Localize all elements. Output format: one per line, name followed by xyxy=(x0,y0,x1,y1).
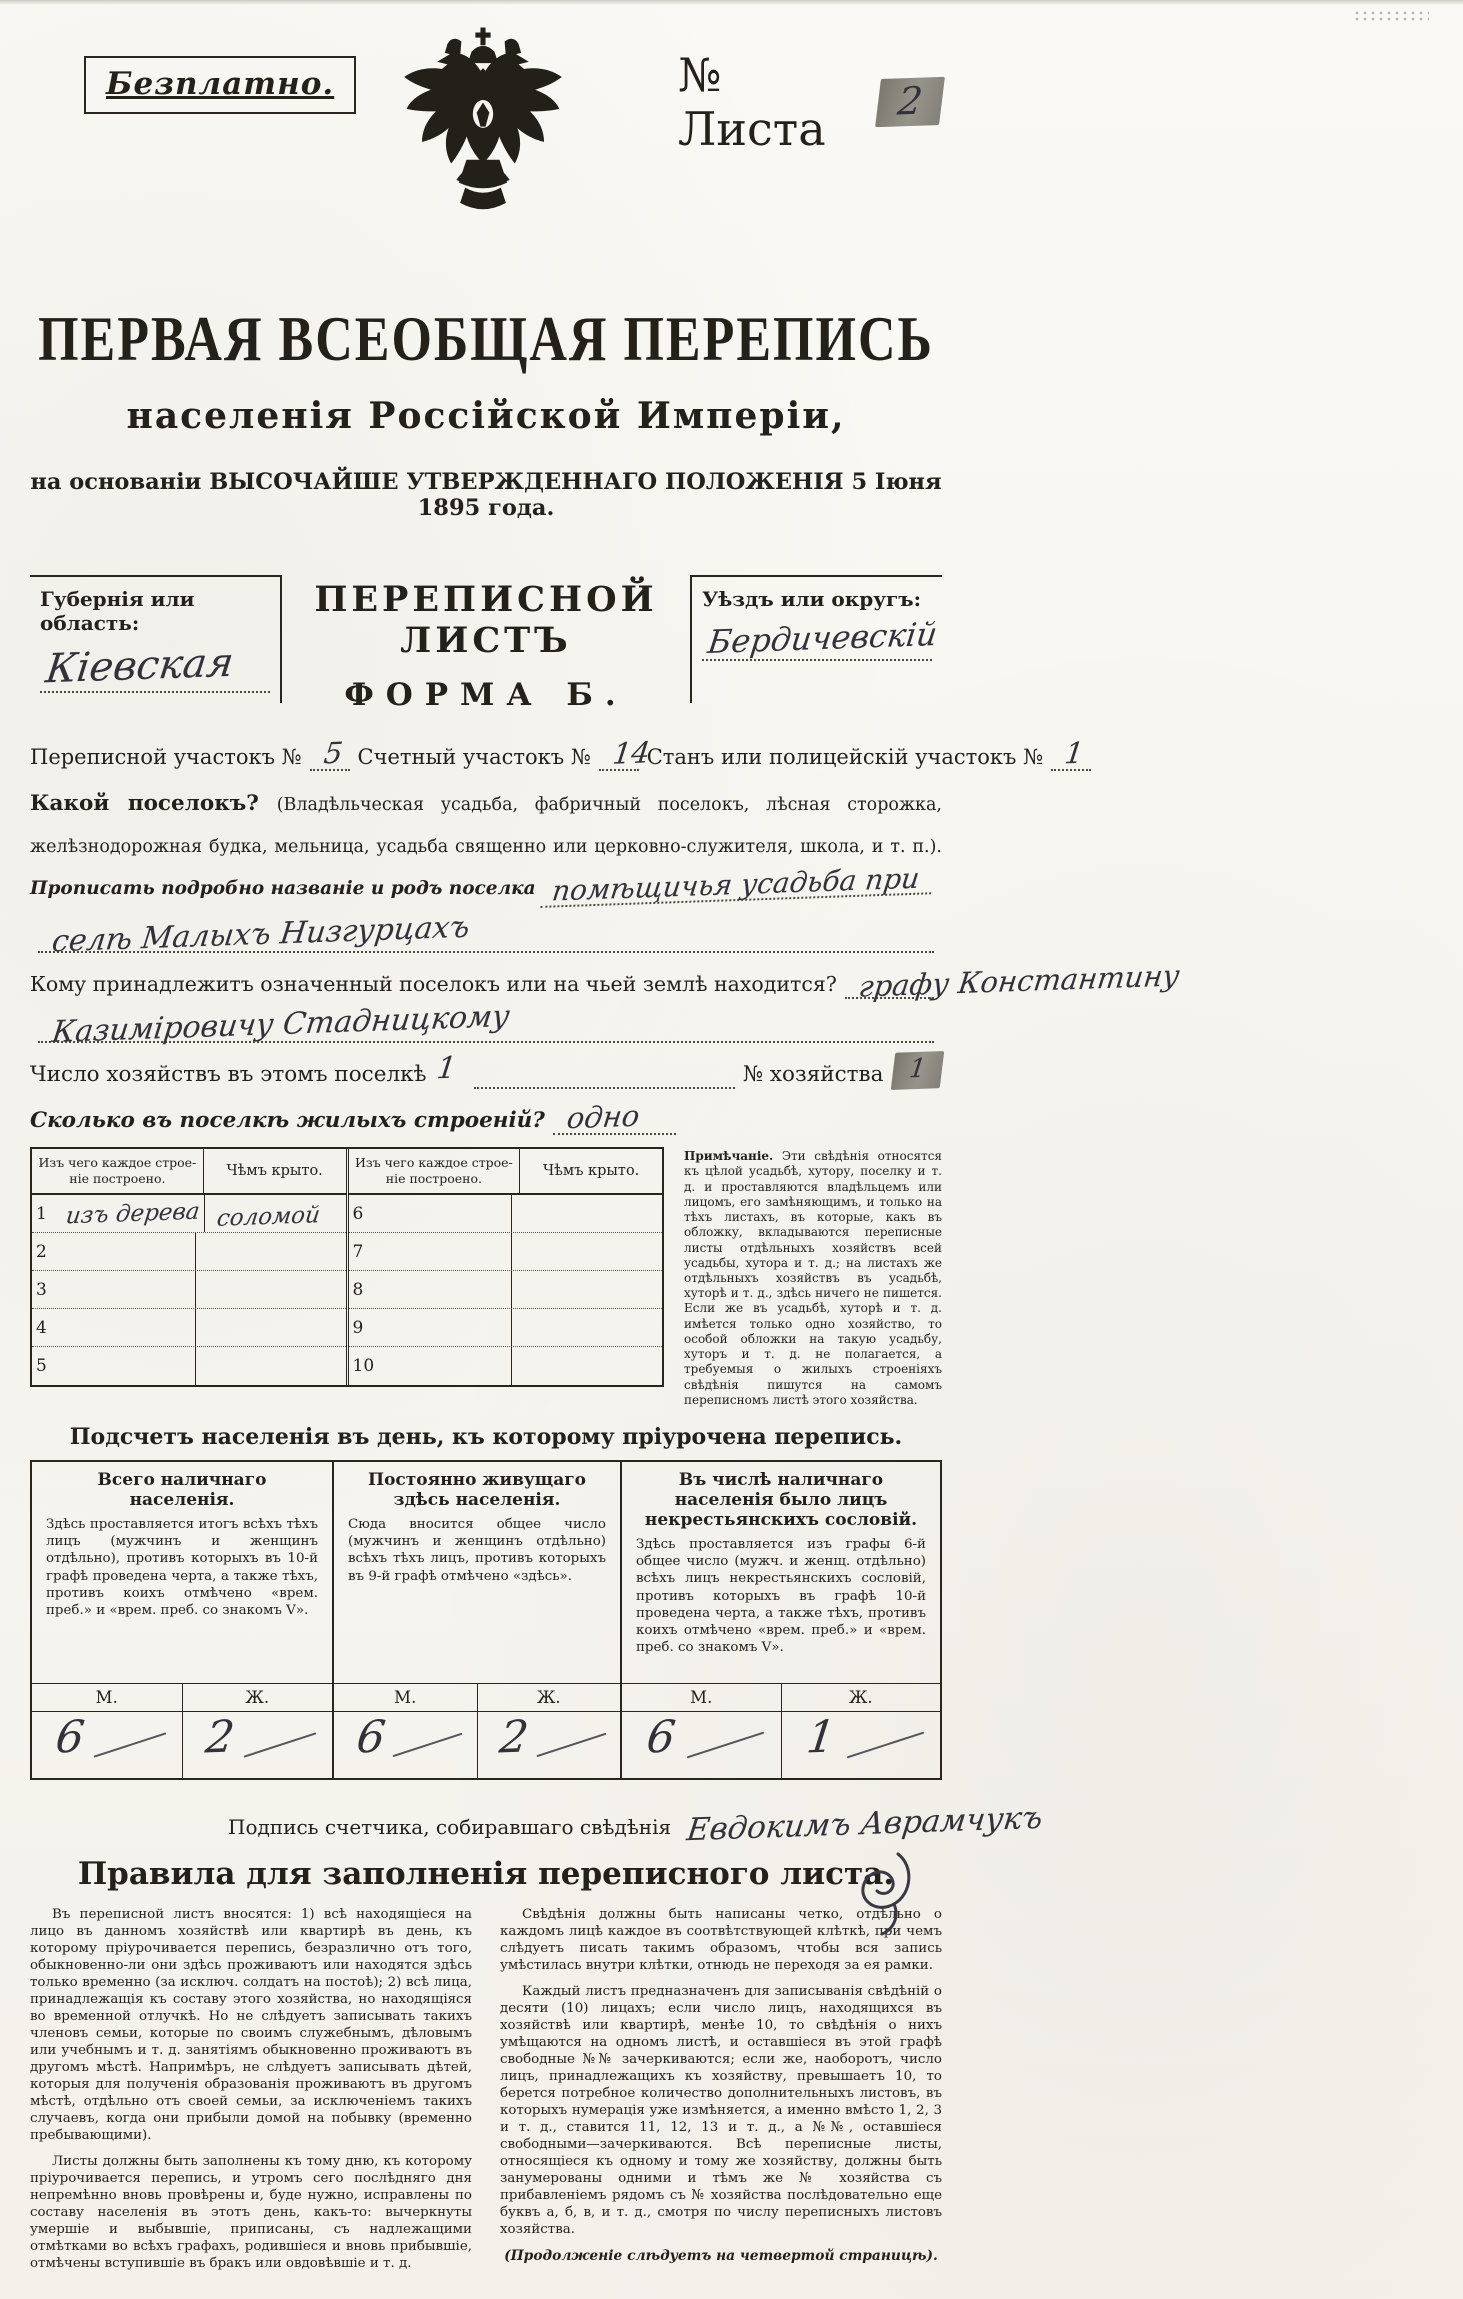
form-header xyxy=(30,575,942,713)
row-number: 10 xyxy=(352,1356,375,1377)
building-row xyxy=(349,1195,663,1233)
settlement-section xyxy=(30,783,1182,1136)
building-row xyxy=(32,1195,346,1233)
column-header: Въ числѣ наличнаго населенія было лицъ некрестьянскихъ сословій. xyxy=(644,1470,918,1531)
building-table-right-half xyxy=(346,1149,663,1385)
settlement-name-line1: помѣщичья усадьба при xyxy=(541,864,936,908)
settlement-question-label: Какой поселокъ? xyxy=(30,791,259,817)
settlement-instruction: Прописать подробно названіе и родъ поселка xyxy=(30,878,536,900)
material-column-header: Изъ чего каждое строе-ніе построено. xyxy=(32,1149,204,1193)
province-field xyxy=(30,575,282,703)
roof-column-header: Чѣмъ крыто. xyxy=(542,1163,640,1180)
rules-paragraph: Каждый листъ предназначенъ для записыванія свѣдѣній о десяти (10) лицахъ; если число лицъ, находящихся въ хозяйствѣ или квартирѣ, менѣе 10, то свѣдѣнія о нихъ умѣщаются на одномъ листѣ, и оставшіеся въ этой графѣ свободные №№ зачеркиваются; если же, наоборотъ, число лицъ, принадлежащихъ къ хозяйству, превышаетъ 10, то берется потребное количество дополнительныхъ листовъ, въ которыхъ нумерація уже измѣняется, а именно вмѣсто 1, 2, 3 и т. д., ставится 11, 12, 13 и т. д., а №№, оставшіеся свободными—зачеркиваются. Всѣ переписные листы, относящіеся къ одному и тому же хозяйству, должны быть занумерованы одними и тѣмъ же № хозяйства съ прибавленіемъ рядомъ съ № хозяйства послѣдовательно еще буквъ а, б, в, и т. д., смотря по числу переписныхъ листовъ хозяйства. xyxy=(500,1984,942,2238)
free-of-charge-box xyxy=(84,56,356,114)
rules-title: Правила для заполненія переписного листа. xyxy=(30,1856,942,1892)
police-precinct-field xyxy=(1051,735,1091,771)
census-precinct-value: 5 xyxy=(321,735,345,771)
female-label: Ж. xyxy=(848,1688,873,1708)
note-title: Примѣчаніе. xyxy=(684,1149,774,1164)
free-of-charge-label: Безплатно. xyxy=(106,66,335,102)
buildings-question-label: Сколько въ поселкѣ жилыхъ строеній? xyxy=(30,1108,545,1134)
building-row xyxy=(349,1347,663,1385)
rules-right-column xyxy=(500,1906,942,2281)
rules-left-column xyxy=(30,1906,472,2281)
building-row xyxy=(32,1271,346,1309)
district-value: Бердичевскій xyxy=(705,614,940,662)
building-row xyxy=(32,1309,346,1347)
police-precinct-label: Станъ или полицейскій участокъ № xyxy=(646,745,1043,769)
sheet-number-field xyxy=(678,48,942,156)
buildings-answer: одно xyxy=(564,1098,642,1136)
rules-section xyxy=(30,1906,942,2281)
row-number: 2 xyxy=(36,1241,47,1262)
count-precinct-value: 14 xyxy=(610,735,652,771)
female-value: 2 xyxy=(203,1711,238,1764)
female-value: 2 xyxy=(497,1711,532,1764)
building-row xyxy=(349,1309,663,1347)
population-count-table xyxy=(30,1460,942,1780)
permanent-population-column xyxy=(332,1462,620,1778)
district-label: Уѣздъ или округъ: xyxy=(702,587,921,611)
enumerator-signature-value: Евдокимъ Аврамчукъ xyxy=(685,1799,1045,1849)
female-label: Ж. xyxy=(536,1688,561,1708)
settlement-name-line2: селѣ Малыхъ Низгурцахъ xyxy=(50,909,472,959)
non-peasant-population-column xyxy=(620,1462,940,1778)
rules-footer: (Продолженіе слѣдуетъ на четвертой страницѣ). xyxy=(504,2248,938,2265)
household-number-label: № хозяйства xyxy=(742,1062,884,1088)
households-count-label: Число хозяйствъ въ этомъ поселкѣ xyxy=(30,1062,427,1088)
enumerator-signature-label: Подпись счетчика, собиравшаго свѣдѣнія xyxy=(228,1815,672,1840)
building-table-left-half xyxy=(32,1149,346,1385)
material-value: изъ дерева xyxy=(64,1198,202,1230)
column-header: Постоянно живущаго здѣсь населенія. xyxy=(368,1470,586,1511)
column-description: Здѣсь проставляется изъ графы 6-й общее число (мужч. и женщ. отдѣльно) всѣхъ лицъ некрестьянскихъ сословій, противъ которыхъ въ графѣ 10-й проведена черта, а также тѣхъ, противъ коихъ отмѣчено «врем. преб.» и «врем. преб. со знакомъ V». xyxy=(636,1537,926,1656)
row-number: 4 xyxy=(36,1317,47,1338)
buildings-question-row xyxy=(30,1093,942,1135)
present-population-column xyxy=(32,1462,332,1778)
settlement-question xyxy=(30,783,942,909)
male-label: М. xyxy=(622,1684,782,1711)
count-precinct-label: Счетный участокъ № xyxy=(357,745,591,769)
row-number: 3 xyxy=(36,1279,47,1300)
note-text: Эти свѣдѣнія относятся къ цѣлой усадьбѣ, хутору, поселку и т. д. и проставляются владѣльцемъ или лицомъ, его замѣняющимъ, и только на тѣхъ листахъ, въ которые, какъ въ обложку, вкладываются переписные листы отдѣльныхъ хозяйствъ всей усадьбы, хутора и т. д.; на листахъ же отдѣльныхъ хозяйствъ въ усадьбѣ, хуторѣ и т. д., здѣсь ничего не пишется. Если же въ усадьбѣ, хуторѣ и т. д. имѣется только одно хозяйство, то особой обложки на такую усадьбу, хуторъ и т. д. не полагается, а требуемыя о жилыхъ строеніяхъ свѣдѣнія пишутся на самомъ переписномъ листѣ этого хозяйства. xyxy=(684,1149,942,1407)
male-value: 6 xyxy=(644,1711,679,1764)
legal-basis-line: на основаніи ВЫСОЧАЙШЕ УТВЕРЖДЕННАГО ПОЛОЖЕНІЯ 5 Іюня 1895 года. xyxy=(30,469,942,521)
buildings-section xyxy=(30,1147,942,1408)
count-precinct-field xyxy=(599,735,652,771)
column-description: Сюда вносится общее число (мужчинъ и женщинъ отдѣльно) всѣхъ тѣхъ лицъ, противъ которыхъ въ 9-й графѣ отмѣчено «здѣсь». xyxy=(348,1517,606,1584)
building-table xyxy=(30,1147,664,1387)
building-row xyxy=(32,1233,346,1271)
roof-value: соломой xyxy=(215,1202,322,1232)
sheet-number-value: 2 xyxy=(875,77,945,127)
census-main-title: ПЕРВАЯ ВСЕОБЩАЯ ПЕРЕПИСЬ xyxy=(38,305,934,375)
census-subtitle: населенія Россійской Имперіи, xyxy=(126,395,846,437)
owner-value-line2: Казиміровичу Стадницкому xyxy=(50,998,512,1050)
province-label: Губернія или область: xyxy=(40,587,195,635)
households-count-value: 1 xyxy=(434,1050,458,1087)
owner-question-row xyxy=(30,955,1182,1004)
building-row xyxy=(32,1347,346,1385)
row-number: 9 xyxy=(352,1317,364,1338)
page-header xyxy=(30,0,942,262)
column-header: Всего наличнаго населенія. xyxy=(97,1470,267,1511)
owner-value-line1: графу Константину xyxy=(856,958,1182,1004)
pencil-marks xyxy=(1353,10,1429,22)
province-value: Кіевская xyxy=(43,639,237,693)
rules-paragraph: Въ переписной листъ вносятся: 1) всѣ находящіеся на лицо въ данномъ хозяйствѣ или квартирѣ въ день, къ которому пріурочивается перепись, безразлично отъ того, обыкновенно-ли они здѣсь проживаютъ или находятся здѣсь только временно (за исключ. солдатъ на постоѣ); 2) всѣ лица, принадлежащія къ составу этого хозяйства, но находящіяся во временной отлучкѣ. Но не слѣдуетъ записывать такихъ членовъ семьи, которые по своимъ служебнымъ, дѣловымъ или учебнымъ и т. д. занятіямъ обыкновенно проживаютъ въ другомъ мѣстѣ. Напримѣръ, не слѣдуетъ записывать дѣтей, которыя для полученія образованія проживаютъ въ другомъ мѣстѣ, отдѣльно отъ своей семьи, за исключеніемъ такихъ случаевъ, когда они прибыли домой на побывку (временно пребывающими). xyxy=(30,1907,472,2144)
male-label: М. xyxy=(334,1684,478,1711)
owner-value-row xyxy=(30,998,942,1050)
enumerator-signature-row xyxy=(30,1799,1045,1849)
male-value: 6 xyxy=(52,1711,88,1764)
rules-paragraph: Свѣдѣнія должны быть написаны четко, отдѣльно о каждомъ лицѣ каждое въ соотвѣтствующей клѣткѣ, при чемъ слѣдуетъ писать такимъ образомъ, чтобы вся запись умѣстилась внутри клѣтки, отнюдь не переходя за ея рамки. xyxy=(500,1907,942,1974)
population-count-title: Подсчетъ населенія въ день, къ которому пріурочена перепись. xyxy=(69,1424,903,1451)
form-title-block xyxy=(282,575,690,713)
roof-column-header: Чѣмъ крыто. xyxy=(226,1163,323,1180)
police-precinct-value: 1 xyxy=(1062,735,1086,771)
row-number: 6 xyxy=(352,1203,364,1224)
census-precinct-field xyxy=(310,735,350,771)
settlement-question-note: (Владѣльческая усадьба, фабричный поселокъ, лѣсная сторожка, желѣзнодорожная будка, мельница, усадьба священно или церковно-служителя, школа, и т. п.). xyxy=(30,795,942,858)
building-row xyxy=(349,1233,663,1271)
flourish-mark xyxy=(842,1846,916,1938)
sheet-number-label: № Листа xyxy=(678,48,826,156)
district-field xyxy=(690,575,942,703)
form-title: ПЕРЕПИСНОЙ ЛИСТЪ xyxy=(314,579,658,661)
male-value: 6 xyxy=(353,1711,388,1764)
male-label: М. xyxy=(32,1684,183,1711)
row-number: 7 xyxy=(352,1241,364,1262)
household-number-value: 1 xyxy=(891,1051,944,1090)
settlement-name-row xyxy=(30,909,942,959)
owner-question-label: Кому принадлежитъ означенный поселокъ или на чьей землѣ находится? xyxy=(30,972,837,997)
row-number: 8 xyxy=(352,1279,364,1300)
row-number: 5 xyxy=(36,1356,47,1377)
precinct-line xyxy=(30,735,1086,771)
census-precinct-label: Переписной участокъ № xyxy=(30,745,302,769)
rules-paragraph: Листы должны быть заполнены къ тому дню, къ которому пріурочивается перепись, и утромъ сего послѣдняго дня непремѣнно вновь провѣрены и, буде нужно, исправлены по составу населенія въ этотъ день, какъ-то: вычеркнуты умершіе и выбывшіе, приписаны, съ надлежащими отмѣтками во всѣхъ графахъ, родившіеся и вновь прибывшіе, отмѣчены вступившіе въ бракъ или овдовѣвшіе и т. д. xyxy=(30,2154,472,2272)
row-number: 1 xyxy=(36,1203,47,1224)
imperial-eagle-icon xyxy=(394,24,572,242)
material-column-header: Изъ чего каждое строе-ніе построено. xyxy=(349,1149,521,1193)
households-row xyxy=(30,1047,942,1089)
female-label: Ж. xyxy=(245,1688,270,1708)
note-block xyxy=(684,1147,942,1408)
female-value: 1 xyxy=(803,1711,838,1764)
column-description: Здѣсь проставляется итогъ всѣхъ тѣхъ лицъ (мужчинъ и женщинъ отдѣльно), противъ которыхъ въ 10-й графѣ проведена черта, а также тѣхъ, противъ коихъ отмѣчено «врем. преб.» и «врем. преб. со знакомъ V». xyxy=(46,1517,318,1618)
building-row xyxy=(349,1271,663,1309)
form-subtitle: ФОРМА Б. xyxy=(344,677,628,713)
